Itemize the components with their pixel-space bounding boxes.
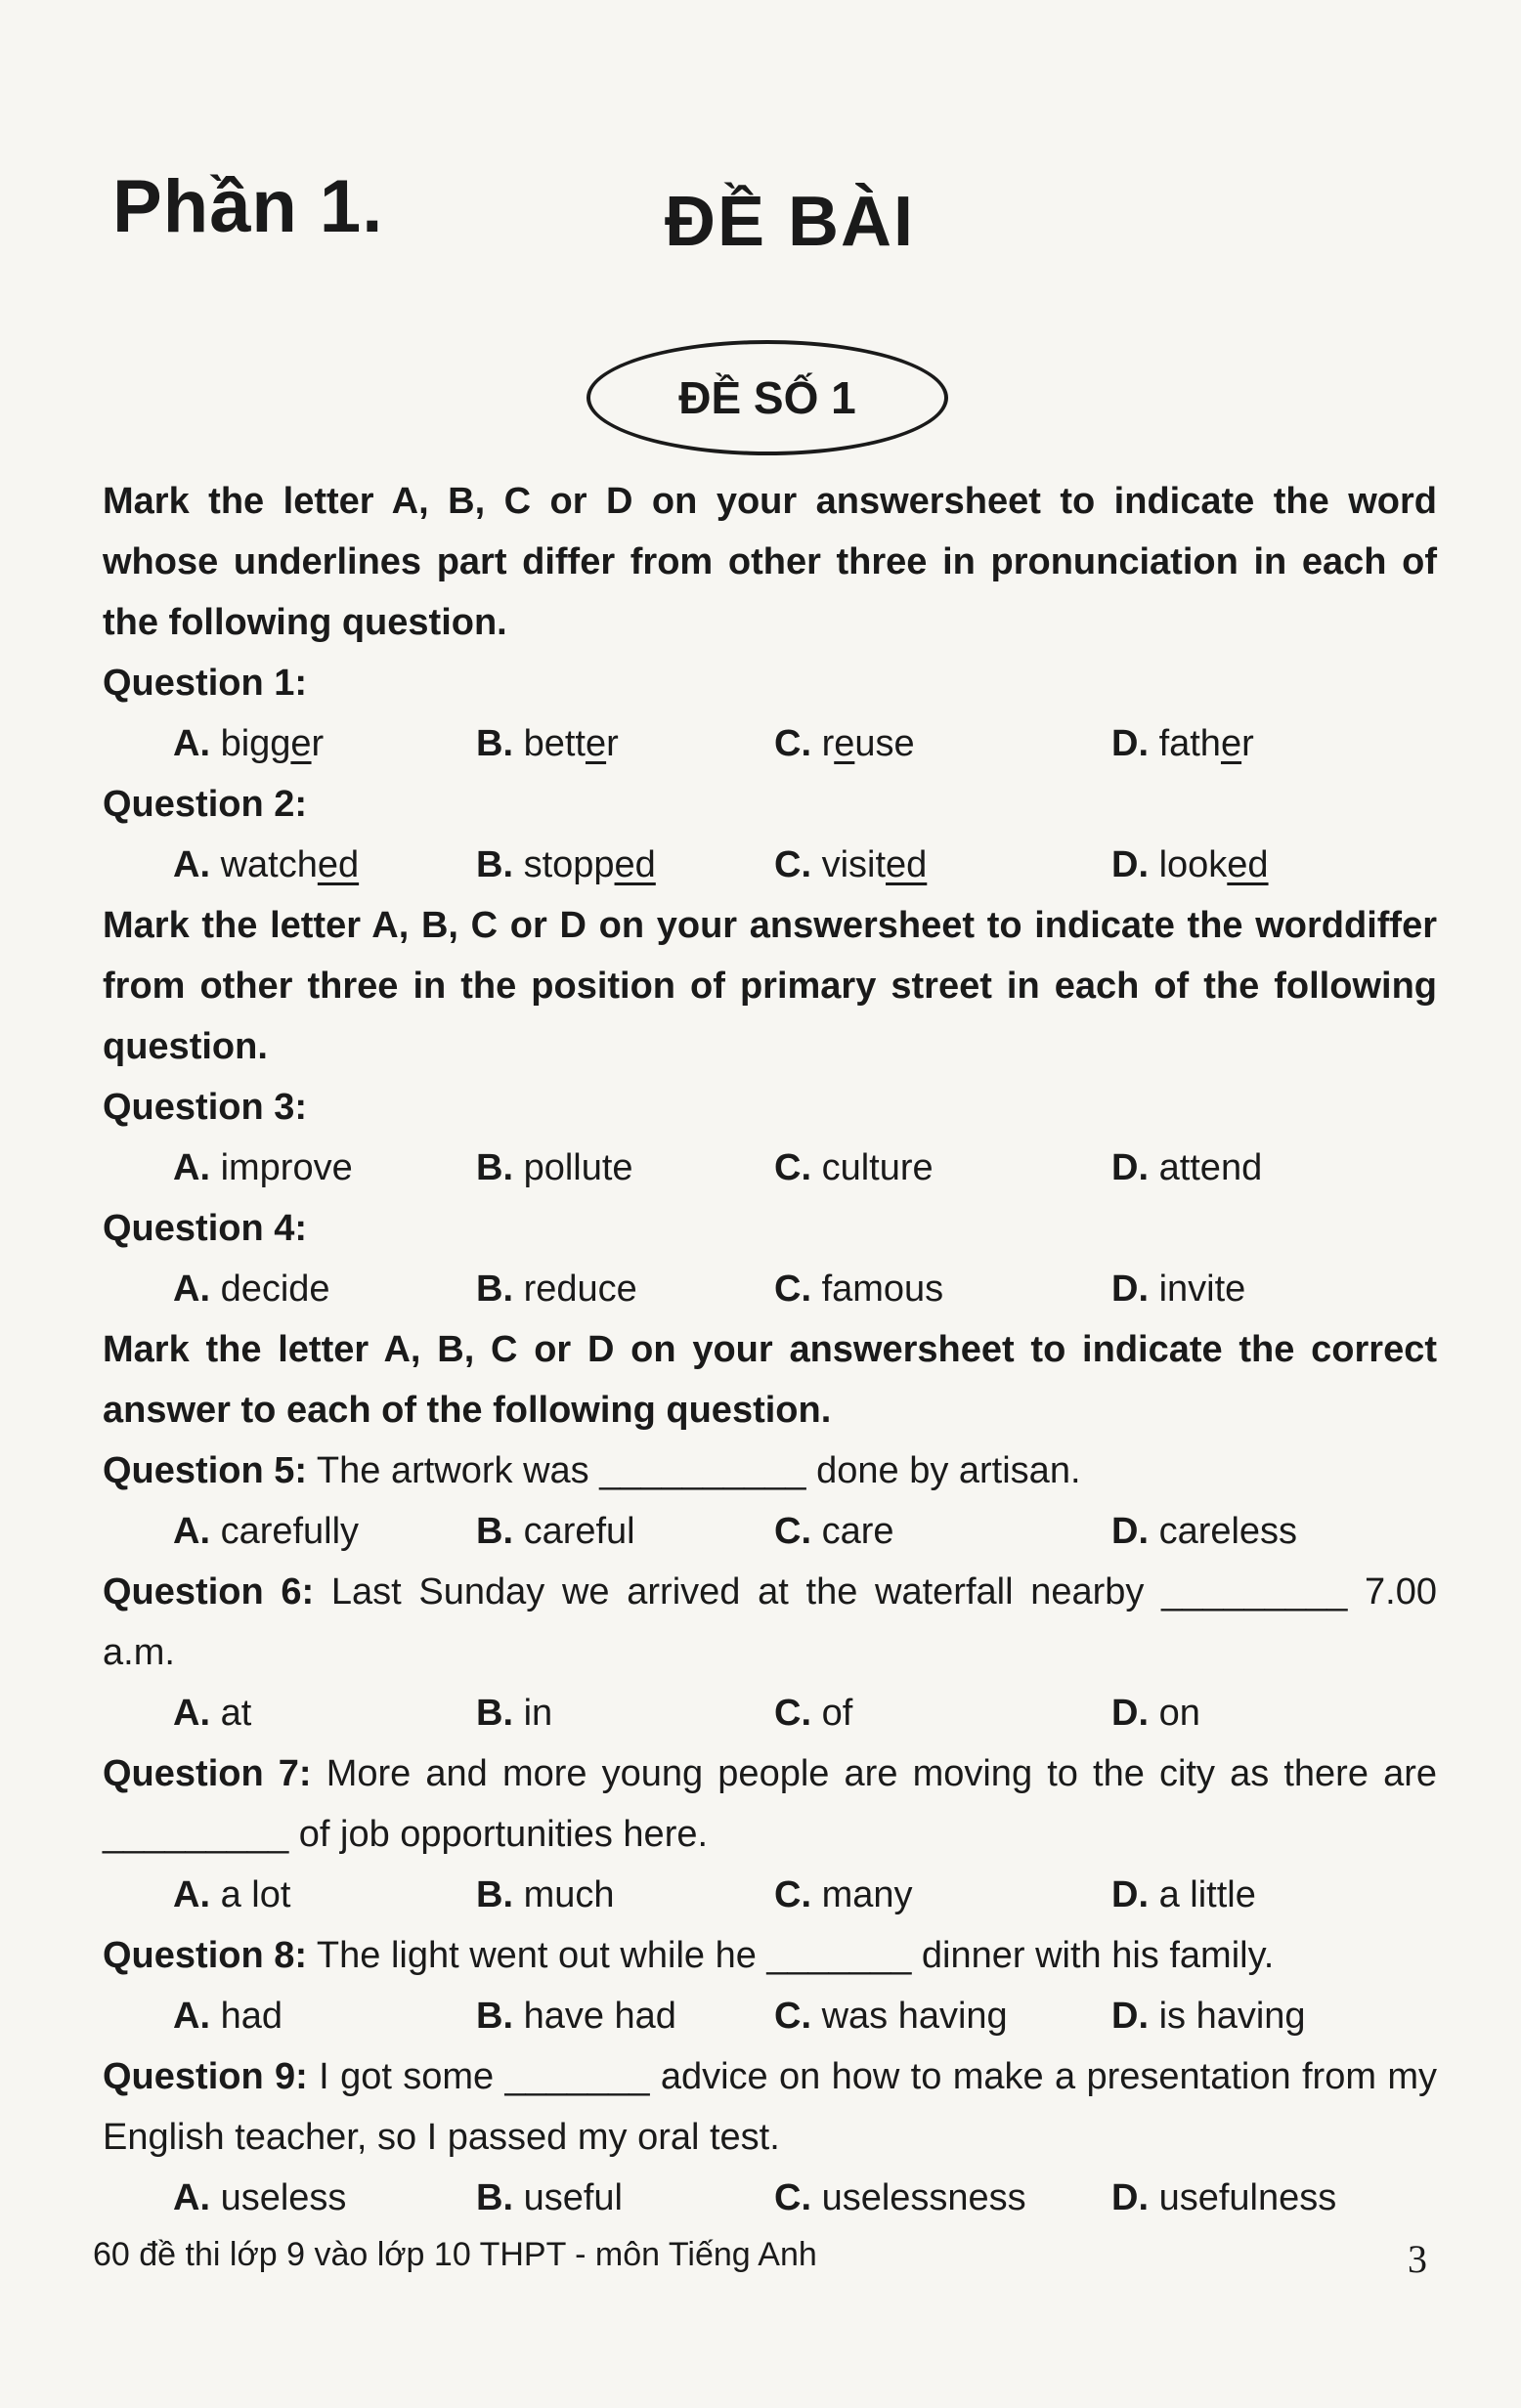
question-text: I got some _______ advice on how to make a presentation from my English teacher, so I passed my oral test. [103, 2056, 1437, 2158]
answer-options [103, 1501, 1437, 1562]
option-word: is having [1158, 1996, 1306, 2037]
option-letter: C. [774, 2177, 811, 2218]
question-label: Question 1: [103, 663, 308, 704]
option-word-end: r [311, 723, 325, 764]
option-letter: A. [173, 1268, 210, 1310]
question-label: Question 8: [103, 1935, 308, 1976]
option-letter: C. [774, 1147, 811, 1188]
answer-option [774, 835, 1111, 895]
question-group-stress [103, 1077, 1437, 1319]
option-word: attend [1158, 1147, 1263, 1188]
option-word: watch [220, 844, 318, 885]
option-letter: D. [1111, 1511, 1149, 1552]
answer-option [173, 1138, 476, 1198]
option-word-end: r [606, 723, 619, 764]
option-word: at [220, 1693, 252, 1734]
option-letter: D. [1111, 1996, 1149, 2037]
option-word: had [220, 1996, 282, 2037]
underlined-part: ed [1227, 844, 1269, 885]
answer-option [1111, 1865, 1256, 1925]
option-letter: B. [476, 723, 513, 764]
answer-option [774, 1259, 1111, 1319]
page-title: ĐỀ BÀI [665, 183, 916, 261]
instruction-stress: Mark the letter A, B, C or D on your answersheet to indicate the worddiffer from other three in the position of primary street in each of the following question. [103, 905, 1437, 1067]
answer-option [774, 1501, 1111, 1562]
option-letter: D. [1111, 844, 1149, 885]
answer-option [1111, 1259, 1245, 1319]
underlined-part: ed [317, 844, 360, 885]
option-word: a little [1158, 1874, 1256, 1915]
option-word: useful [523, 2177, 623, 2218]
option-word: visit [821, 844, 887, 885]
option-word: careful [523, 1511, 635, 1552]
question-label: Question 2: [103, 784, 308, 825]
answer-options [103, 2168, 1437, 2228]
answer-option [476, 1501, 774, 1562]
answer-option [173, 713, 476, 774]
option-letter: D. [1111, 1693, 1149, 1734]
option-letter: D. [1111, 1147, 1149, 1188]
option-letter: B. [476, 1147, 513, 1188]
footer-book-title: 60 đề thi lớp 9 vào lớp 10 THPT - môn Tiếng Anh [93, 2236, 817, 2273]
answer-option [173, 835, 476, 895]
question-text: The light went out while he _______ dinner with his family. [316, 1935, 1275, 1976]
answer-option [173, 1501, 476, 1562]
answer-option [476, 1986, 774, 2046]
option-letter: C. [774, 1511, 811, 1552]
option-letter: A. [173, 1996, 210, 2037]
answer-option [173, 1865, 476, 1925]
option-letter: A. [173, 1511, 210, 1552]
option-word: useless [220, 2177, 347, 2218]
page-header [112, 164, 1422, 281]
answer-option [774, 1683, 1111, 1743]
page-number: 3 [1408, 2237, 1427, 2281]
option-word: many [821, 1874, 913, 1915]
exam-content [103, 471, 1437, 2228]
answer-option [1111, 1501, 1297, 1562]
option-word-end: use [854, 723, 915, 764]
option-word: bett [523, 723, 586, 764]
option-letter: B. [476, 1693, 513, 1734]
underlined-part: e [1220, 723, 1242, 764]
question-group-pronunciation [103, 653, 1437, 895]
option-letter: C. [774, 723, 811, 764]
question-label: Question 4: [103, 1208, 308, 1249]
option-word: careless [1158, 1511, 1298, 1552]
answer-option [774, 1138, 1111, 1198]
question-text: Last Sunday we arrived at the waterfall nearby _________ 7.00 a.m. [103, 1571, 1437, 1673]
option-word: pollute [523, 1147, 633, 1188]
answer-option [1111, 713, 1254, 774]
answer-option [1111, 1683, 1200, 1743]
option-word: of [821, 1693, 853, 1734]
option-word: look [1158, 844, 1228, 885]
option-letter: B. [476, 1874, 513, 1915]
underlined-part: ed [886, 844, 928, 885]
option-word: carefully [220, 1511, 360, 1552]
instruction-correct-answer: Mark the letter A, B, C or D on your answersheet to indicate the correct answer to each of the following question. [103, 1329, 1437, 1431]
answer-option [476, 1259, 774, 1319]
option-word: r [821, 723, 835, 764]
option-word: on [1158, 1693, 1200, 1734]
option-letter: A. [173, 2177, 210, 2218]
option-letter: B. [476, 1268, 513, 1310]
option-word: fath [1158, 723, 1221, 764]
answer-option [173, 1259, 476, 1319]
answer-option [173, 2168, 476, 2228]
answer-option [173, 1683, 476, 1743]
option-word: reduce [523, 1268, 637, 1310]
option-letter: A. [173, 1874, 210, 1915]
question-label: Question 9: [103, 2056, 308, 2097]
option-letter: C. [774, 1268, 811, 1310]
option-letter: B. [476, 1511, 513, 1552]
answer-option [1111, 1138, 1262, 1198]
answer-options [103, 1138, 1437, 1198]
option-letter: B. [476, 844, 513, 885]
option-word: have had [523, 1996, 676, 2037]
answer-option [476, 1138, 774, 1198]
option-letter: B. [476, 1996, 513, 2037]
answer-option [476, 1865, 774, 1925]
answer-options [103, 835, 1437, 895]
answer-option [1111, 2168, 1336, 2228]
underlined-part: ed [614, 844, 656, 885]
answer-option [1111, 835, 1269, 895]
option-letter: D. [1111, 1874, 1149, 1915]
question-text: More and more young people are moving to the city as there are _________ of job opportunities here. [103, 1753, 1437, 1855]
option-word: invite [1158, 1268, 1246, 1310]
option-letter: C. [774, 1874, 811, 1915]
question-group-correct-answer [103, 1440, 1437, 2228]
option-word: improve [220, 1147, 353, 1188]
answer-option [774, 1865, 1111, 1925]
option-word: usefulness [1158, 2177, 1337, 2218]
answer-option [476, 713, 774, 774]
answer-options [103, 1683, 1437, 1743]
option-word: uselessness [821, 2177, 1026, 2218]
underlined-part: e [585, 723, 607, 764]
answer-option [774, 713, 1111, 774]
underlined-part: e [834, 723, 855, 764]
option-word: a lot [220, 1874, 291, 1915]
option-word: care [821, 1511, 894, 1552]
answer-option [1111, 1986, 1306, 2046]
part-label: Phần 1. [112, 165, 384, 248]
option-letter: C. [774, 844, 811, 885]
option-word: famous [821, 1268, 944, 1310]
question-line [103, 1925, 1437, 1986]
option-word: decide [220, 1268, 330, 1310]
answer-option [173, 1986, 476, 2046]
question-line [103, 1562, 1437, 1683]
answer-option [774, 2168, 1111, 2228]
question-text: The artwork was __________ done by artisan. [316, 1450, 1081, 1491]
answer-options [103, 1259, 1437, 1319]
question-label: Question 5: [103, 1450, 308, 1491]
option-letter: A. [173, 723, 210, 764]
answer-option [476, 1683, 774, 1743]
option-word: in [523, 1693, 553, 1734]
option-word: stopp [523, 844, 615, 885]
option-letter: A. [173, 1147, 210, 1188]
answer-options [103, 1986, 1437, 2046]
option-word: was having [821, 1996, 1008, 2037]
option-word: culture [821, 1147, 934, 1188]
answer-option [774, 1986, 1111, 2046]
answer-option [476, 835, 774, 895]
option-letter: C. [774, 1996, 811, 2037]
option-letter: D. [1111, 723, 1149, 764]
option-letter: C. [774, 1693, 811, 1734]
question-label: Question 3: [103, 1087, 308, 1128]
answer-options [103, 713, 1437, 774]
question-line [103, 1743, 1437, 1865]
option-word: bigg [220, 723, 291, 764]
answer-option [476, 2168, 774, 2228]
option-letter: A. [173, 1693, 210, 1734]
instruction-pronunciation: Mark the letter A, B, C or D on your answersheet to indicate the word whose underlines part differ from other three in pronunciation in each of the following question. [103, 481, 1437, 643]
question-label: Question 6: [103, 1571, 315, 1612]
option-letter: B. [476, 2177, 513, 2218]
option-word: much [523, 1874, 615, 1915]
exam-number-badge: ĐỀ SỐ 1 [587, 340, 948, 455]
underlined-part: e [290, 723, 312, 764]
option-word-end: r [1241, 723, 1254, 764]
option-letter: D. [1111, 2177, 1149, 2218]
option-letter: A. [173, 844, 210, 885]
answer-options [103, 1865, 1437, 1925]
page-footer [93, 2236, 1427, 2295]
option-letter: D. [1111, 1268, 1149, 1310]
question-label: Question 7: [103, 1753, 312, 1794]
question-line [103, 2046, 1437, 2168]
question-line [103, 1440, 1437, 1501]
